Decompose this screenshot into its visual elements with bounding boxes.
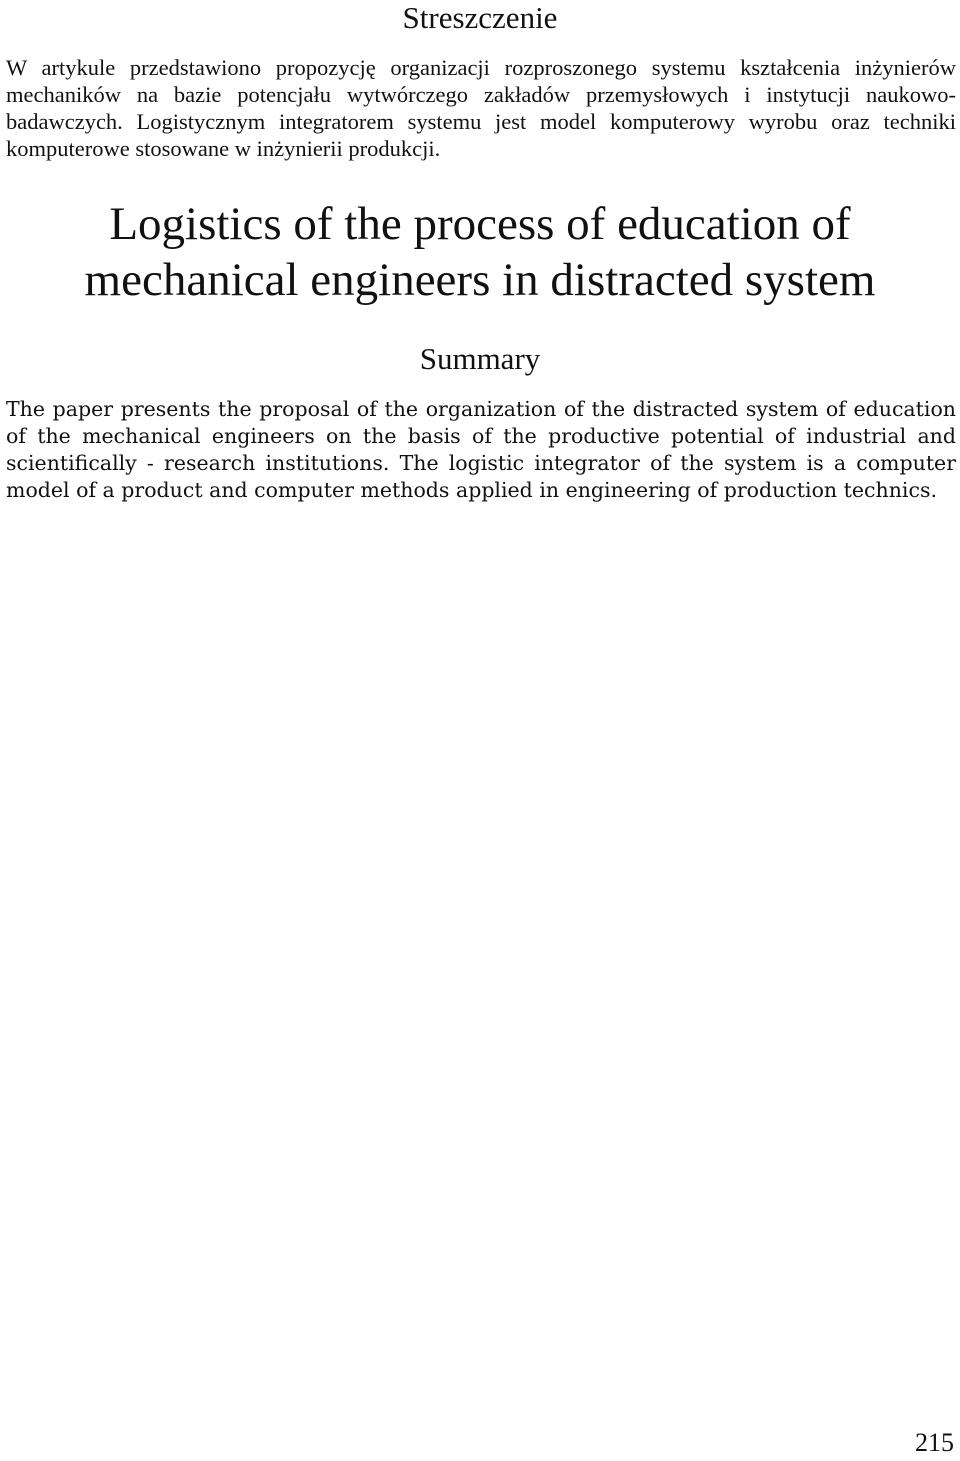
summary-paragraph: The paper presents the proposal of the organization of the distracted system of education of the mechanical engineers on the basis of the productive potential of industrial and scientifically - research institutions. The logistic integrator of the system is a computer model of a product and computer methods applied in engineering of production technics. <box>6 397 956 502</box>
paper-title: Logistics of the process of education of mechanical engineers in distracted system <box>84 198 876 306</box>
page-number: 215 <box>915 1428 954 1457</box>
summary-heading: Summary <box>419 341 541 376</box>
streszczenie-heading: Streszczenie <box>402 0 558 35</box>
streszczenie-paragraph: W artykule przedstawiono propozycję organizacji rozproszonego systemu kształcenia inżynierów mechaników na bazie potencjału wytwórczego zakładów przemysłowych i instytucji naukowo-badawczych. Logistycznym integratorem systemu jest model komputerowy wyrobu oraz techniki komputerowe stosowane w inżynierii produkcji. <box>6 55 956 161</box>
